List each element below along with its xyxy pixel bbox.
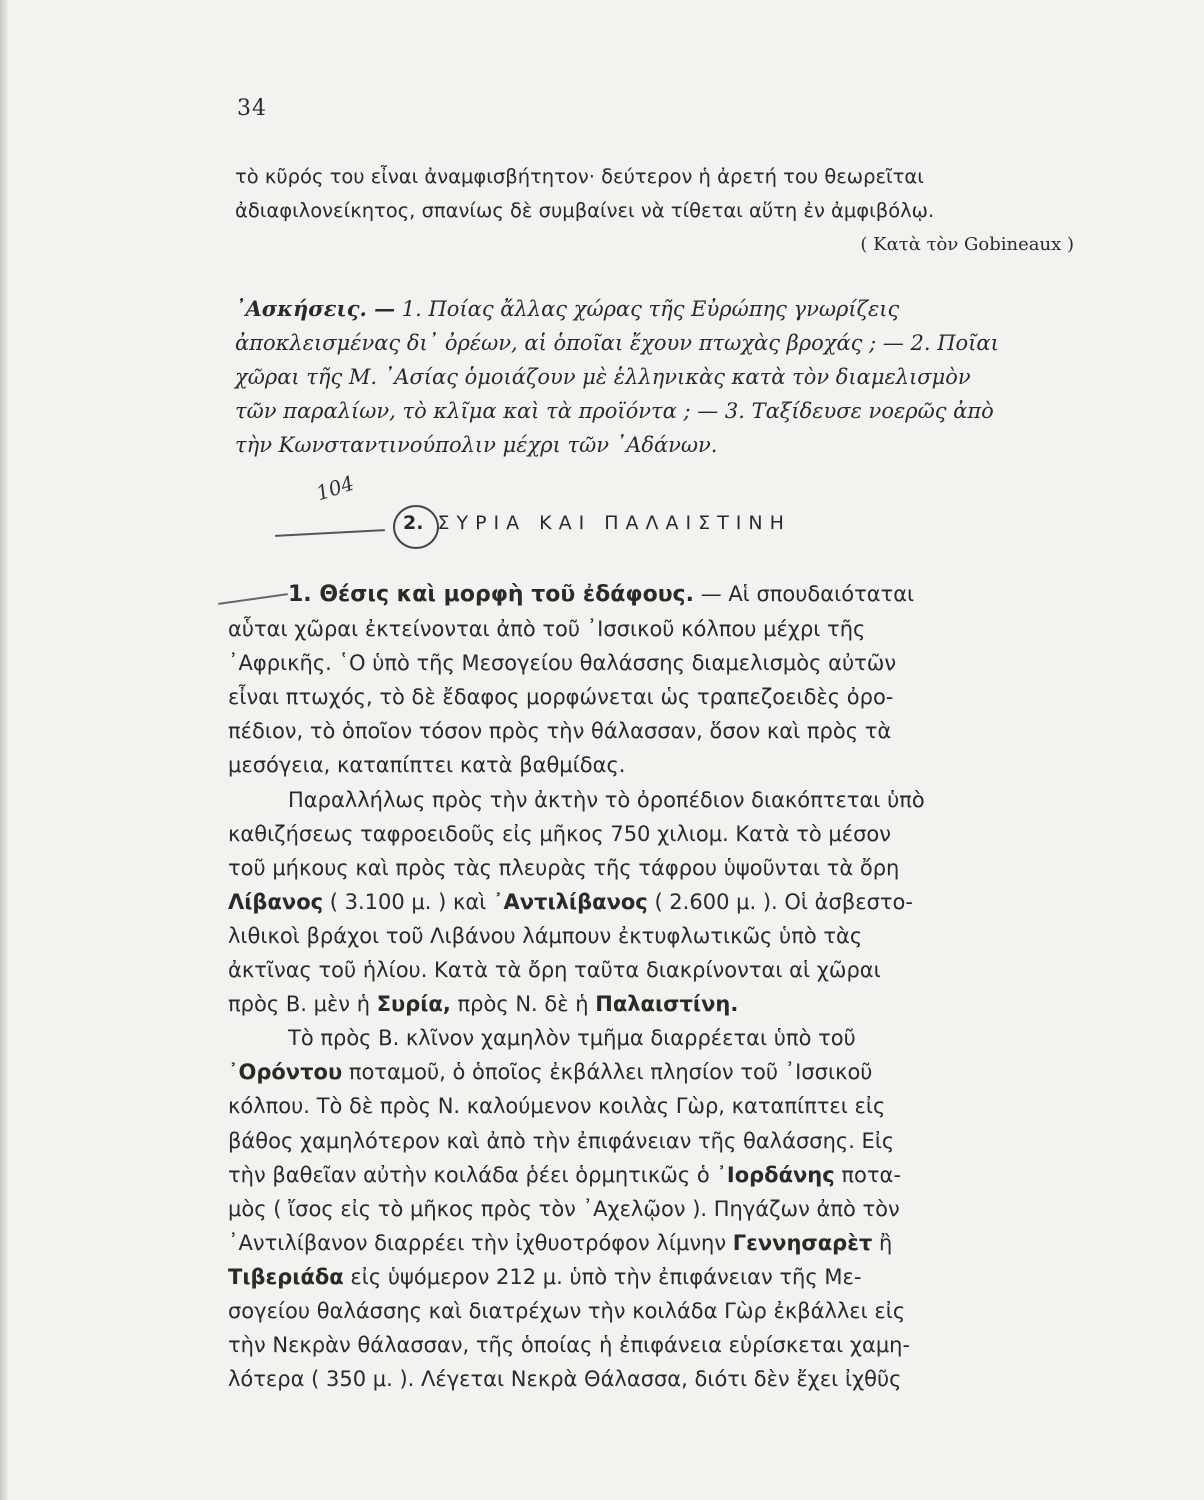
exercise-line: τὴν Κωνσταντινούπολιν μέχρι τῶν ᾿Αδάνων. — [235, 433, 718, 457]
body-line: Παραλλήλως πρὸς τὴν ἀκτὴν τὸ ὀροπέδιον διακόπτεται ὑπὸ — [288, 787, 925, 812]
handwritten-note: 104 — [313, 470, 357, 506]
subhead-line — [228, 577, 1078, 612]
exercise-line: τῶν παραλίων, τὸ κλῖμα καὶ τὰ προϊόντα ; — 3. Ταξίδευσε νοερῶς ἀπὸ — [235, 399, 994, 423]
body-span: εἰς ὑψόμερον 212 μ. ὑπὸ τὴν ἐπιφάνειαν τῆς Με- — [343, 1264, 862, 1289]
body-span: ποταμοῦ, ὁ ὁποῖος ἐκβάλλει πλησίον τοῦ ᾿Ισσικοῦ — [342, 1060, 873, 1085]
exercise-line — [235, 292, 1075, 326]
term-iordanis: ᾿Ιορδάνης — [716, 1162, 835, 1187]
exercises-block — [235, 292, 1075, 462]
body-span: ᾿Αντιλίβανον διαρρέει τὴν ἰχθυοτρόφον λίμνην — [228, 1230, 733, 1255]
body-line — [228, 987, 1078, 1021]
body-line: τοῦ μήκους καὶ πρὸς τὰς πλευρὰς τῆς τάφρου ὑψοῦνται τὰ ὄρη — [228, 855, 900, 880]
term-syria: Συρία, — [376, 992, 451, 1017]
term-orontou: ᾿Ορόντου — [228, 1060, 343, 1085]
body-span: ποτα- — [834, 1162, 901, 1187]
body-line: σογείου θαλάσσης καὶ διατρέχων τὴν κοιλάδα Γὼρ ἐκβάλλει εἰς — [228, 1298, 906, 1323]
body-line: Τὸ πρὸς Β. κλῖνον χαμηλὸν τμῆμα διαρρέεται ὑπὸ τοῦ — [288, 1026, 856, 1051]
section-title: ΣΥΡΙΑ ΚΑΙ ΠΑΛΑΙΣΤΙΝΗ — [437, 512, 791, 534]
body-line — [228, 1055, 1078, 1089]
section-heading — [403, 512, 791, 534]
body-line: πέδιον, τὸ ὁποῖον τόσον πρὸς τὴν θάλασσαν, ὅσον καὶ πρὸς τὰ — [228, 719, 892, 744]
term-libanos: Λίβανος — [228, 889, 324, 914]
exercise-line: ἀποκλεισμένας δι᾿ ὀρέων, αἱ ὁποῖαι ἔχουν πτωχὰς βροχάς ; — 2. Ποῖαι — [235, 331, 999, 355]
intro-line: ἀδιαφιλονείκητος, σπανίως δὲ συμβαίνει νὰ τίθεται αὕτη ἐν ἀμφιβόλῳ. — [235, 199, 935, 222]
body-span: τὴν βαθεῖαν αὐτὴν κοιλάδα ῥέει ὁρμητικῶς ὁ — [228, 1162, 717, 1187]
term-antilibanos: ᾿Αντιλίβανος — [493, 889, 648, 914]
intro-line: τὸ κῦρός του εἶναι ἀναμφισβήτητον· δεύτερον ἡ ἀρετή του θεωρεῖται — [235, 165, 924, 188]
body-line: εἶναι πτωχός, τὸ δὲ ἔδαφος μορφώνεται ὡς τραπεζοειδὲς ὀρο- — [228, 685, 894, 710]
binding-edge — [0, 0, 8, 1500]
attribution: ( Κατὰ τὸν Gobineaux ) — [860, 234, 1074, 255]
body-line: βάθος χαμηλότερον καὶ ἀπὸ τὴν ἐπιφάνειαν τῆς θαλάσσης. Εἰς — [228, 1128, 895, 1153]
body-line: τὴν Νεκρὰν θάλασσαν, τῆς ὁποίας ἡ ἐπιφάνεια εὑρίσκεται χαμη- — [228, 1333, 911, 1358]
body-line: κόλπου. Τὸ δὲ πρὸς Ν. καλούμενον κοιλὰς Γὼρ, καταπίπτει εἰς — [228, 1094, 886, 1119]
term-palaistini: Παλαιστίνη. — [595, 992, 739, 1017]
term-gennisaret: Γεννησαρὲτ — [732, 1230, 873, 1255]
intro-paragraph — [235, 160, 1075, 228]
body-text — [228, 577, 1078, 1396]
body-span: ( 2.600 μ. ). Οἱ ἀσβεστο- — [647, 889, 913, 914]
exercise-line: χῶραι τῆς Μ. ᾿Ασίας ὁμοιάζουν μὲ ἑλληνικὰς κατὰ τὸν διαμελισμὸν — [235, 365, 971, 389]
body-line: μὸς ( ἴσος εἰς τὸ μῆκος πρὸς τὸν ᾿Αχελῷον ). Πηγάζων ἀπὸ τὸν — [228, 1196, 900, 1221]
page-number: 34 — [237, 96, 267, 121]
body-line: λότερα ( 350 μ. ). Λέγεται Νεκρὰ Θάλασσα, διότι δὲν ἔχει ἰχθῦς — [228, 1367, 902, 1392]
body-line — [228, 1226, 1078, 1260]
body-span: πρὸς Β. μὲν ἡ — [228, 992, 377, 1017]
section-number: 2. — [403, 512, 424, 534]
body-line: ἀκτῖνας τοῦ ἡλίου. Κατὰ τὰ ὄρη ταῦτα διακρίνονται αἱ χῶραι — [228, 958, 881, 983]
term-tiveriada: Τιβεριάδα — [228, 1264, 344, 1289]
body-line: λιθικοὶ βράχοι τοῦ Λιβάνου λάμπουν ἐκτυφλωτικῶς ὑπὸ τὰς — [228, 923, 863, 948]
body-span: ἢ — [872, 1230, 893, 1255]
body-line: ᾿Αφρικῆς. ῾Ο ὑπὸ τῆς Μεσογείου θαλάσσης διαμελισμὸς αὐτῶν — [228, 651, 897, 676]
body-span: ( 3.100 μ. ) καὶ — [323, 889, 493, 914]
body-line — [228, 1158, 1078, 1192]
body-line: καθιζήσεως ταφροειδοῦς εἰς μῆκος 750 χιλιομ. Κατὰ τὸ μέσον — [228, 821, 891, 846]
body-line: αὗται χῶραι ἐκτείνονται ἀπὸ τοῦ ᾿Ισσικοῦ κόλπου μέχρι τῆς — [228, 617, 866, 642]
body-span: πρὸς Ν. δὲ ἡ — [450, 992, 596, 1017]
body-line — [228, 1260, 1078, 1294]
pencil-mark — [275, 529, 385, 537]
body-line: μεσόγεια, καταπίπτει κατὰ βαθμίδας. — [228, 753, 626, 778]
exercises-label: ᾿Ασκήσεις. — — [235, 296, 396, 321]
exercise-text: 1. Ποίας ἄλλας χώρας τῆς Εὐρώπης γνωρίζεις — [395, 297, 900, 321]
body-span: — Αἱ σπουδαιόταται — [693, 582, 915, 606]
body-line — [228, 885, 1078, 919]
subsection-heading: 1. Θέσις καὶ μορφὴ τοῦ ἐδάφους. — [288, 582, 694, 607]
